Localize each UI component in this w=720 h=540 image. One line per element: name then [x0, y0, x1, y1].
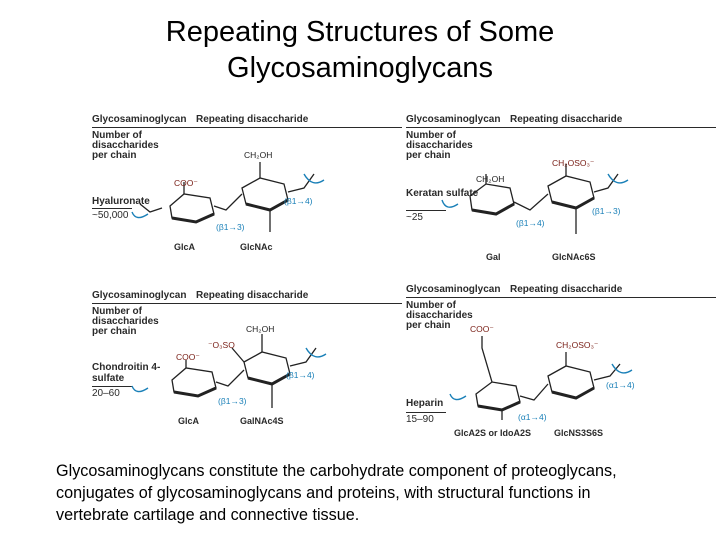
disaccharide-structure [92, 290, 402, 450]
subheader-line-3: per chain [406, 150, 451, 161]
gag-name: Chondroitin 4-sulfate [92, 362, 161, 384]
group-right: CH₂OH [246, 324, 275, 334]
gag-count: ~25 [406, 212, 423, 223]
sugar-right-label: GalNAc4S [240, 416, 284, 426]
sugar-left-label: GlcA2S or IdoA2S [454, 428, 532, 438]
header-glycosaminoglycan: Glycosaminoglycan [92, 114, 187, 125]
group-left: COO⁻ [176, 352, 200, 362]
slide-caption: Glycosaminoglycans constitute the carbohydrate component of proteoglycans, conjugates of glycosaminoglycans and proteins, with structural functions in vertebrate cartilage and connective tissue. [56, 462, 617, 524]
subheader-line-2: disaccharides [92, 316, 159, 327]
linkage-inner: (β1→3) [216, 222, 245, 232]
panel-heparin [406, 284, 716, 444]
header-repeating-disaccharide: Repeating disaccharide [510, 284, 623, 295]
header-glycosaminoglycan: Glycosaminoglycan [406, 284, 501, 295]
gag-name: Heparin [406, 398, 444, 409]
gag-count: ~50,000 [92, 210, 129, 221]
linkage-outer: (β1→4) [286, 370, 315, 380]
group-right: CH₂OSO₃⁻ [552, 158, 595, 168]
sugar-right-label: GlcNAc [240, 242, 273, 252]
header-glycosaminoglycan: Glycosaminoglycan [406, 114, 501, 125]
group-left: COO⁻ [470, 324, 494, 334]
header-repeating-disaccharide: Repeating disaccharide [196, 290, 309, 301]
panel-hyaluronate [92, 114, 402, 274]
subheader-line-2: disaccharides [406, 140, 473, 151]
subheader-line-3: per chain [92, 326, 137, 337]
sugar-right-label: GlcNAc6S [552, 252, 596, 262]
linkage-outer: (β1→4) [284, 196, 313, 206]
group-left: CH₂OH [476, 174, 505, 184]
subheader-line-2: disaccharides [406, 310, 473, 321]
gag-count: 15–90 [406, 414, 434, 425]
slide-title [0, 14, 720, 86]
group-right: CH₂OH [244, 150, 273, 160]
group-right: CH₂OSO₃⁻ [556, 340, 599, 350]
gag-name: Keratan sulfate [406, 188, 479, 199]
subheader-line-1: Number of [92, 306, 142, 317]
subheader-line-3: per chain [92, 150, 137, 161]
panel-keratan-sulfate [406, 114, 716, 274]
subheader-line-2: disaccharides [92, 140, 159, 151]
disaccharide-structure [406, 114, 716, 274]
linkage-outer: (β1→3) [592, 206, 621, 216]
disaccharide-structure [406, 284, 716, 444]
sugar-right-label: GlcNS3S6S [554, 428, 604, 438]
group-extra: ⁻O₃SO [208, 340, 235, 350]
panel-chondroitin-4-sulfate [92, 290, 402, 450]
slide-title-line-1: Repeating Structures of Some [165, 16, 555, 48]
header-glycosaminoglycan: Glycosaminoglycan [92, 290, 187, 301]
sugar-left-label: GlcA [178, 416, 200, 426]
header-repeating-disaccharide: Repeating disaccharide [196, 114, 309, 125]
gag-name: Hyaluronate [92, 196, 150, 207]
group-left: COO⁻ [174, 178, 198, 188]
linkage-outer: (α1→4) [606, 380, 635, 390]
linkage-inner: (β1→3) [218, 396, 247, 406]
sugar-left-label: GlcA [174, 242, 196, 252]
linkage-inner: (β1→4) [516, 218, 545, 228]
subheader-line-1: Number of [406, 300, 456, 311]
subheader-line-1: Number of [92, 130, 142, 141]
gag-count: 20–60 [92, 388, 120, 399]
sugar-left-label: Gal [486, 252, 501, 262]
subheader-line-1: Number of [406, 130, 456, 141]
linkage-inner: (α1→4) [518, 412, 547, 422]
header-repeating-disaccharide: Repeating disaccharide [510, 114, 623, 125]
slide-title-line-2: Glycosaminoglycans [227, 52, 493, 84]
subheader-line-3: per chain [406, 320, 451, 331]
